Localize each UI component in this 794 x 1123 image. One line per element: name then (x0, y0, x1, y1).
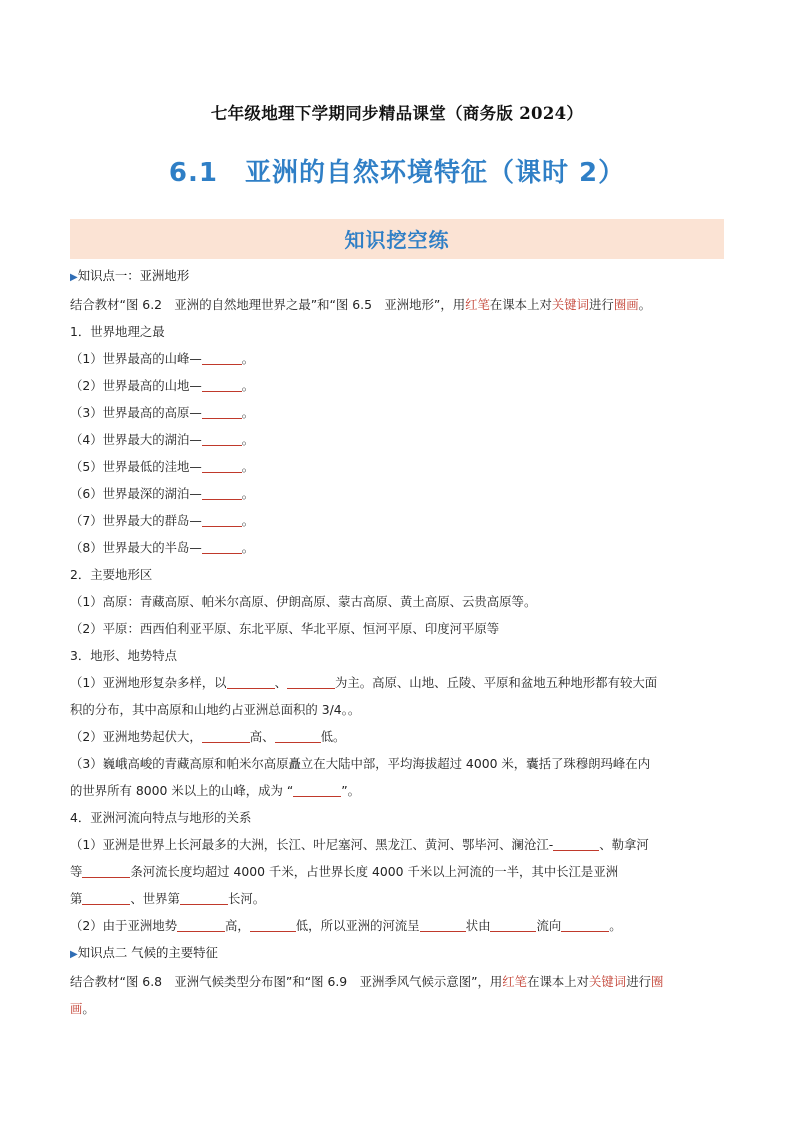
subsection-title: 1．世界地理之最 (70, 324, 165, 339)
knowledge-point-2-intro-cont: 画。 (70, 1001, 95, 1016)
fill-blank[interactable] (177, 916, 225, 932)
knowledge-point-1-intro: 结合教材“图 6.2 亚洲的自然地理世界之最”和“图 6.5 亚洲地形”，用红笔在课本上对关键词进行圈画。 (70, 297, 651, 312)
knowledge-point-2-intro: 结合教材“图 6.8 亚洲气候类型分布图”和“图 6.9 亚洲季风气候示意图”，用红笔在课本上对关键词进行圈 (70, 974, 664, 989)
list-item: （3）世界最高的高原— 。 (70, 405, 255, 420)
fill-blank[interactable] (287, 673, 335, 689)
subsection-title: 4．亚洲河流向特点与地形的关系 (70, 810, 252, 825)
fill-blank[interactable] (561, 916, 609, 932)
fill-blank[interactable] (202, 484, 242, 500)
fill-blank[interactable] (275, 727, 321, 743)
paragraph-line: 积的分布，其中高原和山地约占亚洲总面积的 3/4。。 (70, 702, 361, 717)
list-item: （4）世界最大的湖泊— 。 (70, 432, 255, 447)
course-subtitle: 七年级地理下学期同步精品课堂（商务版 2024） (210, 104, 584, 123)
plain-list: （2）平原：西西伯利亚平原、东北平原、华北平原、恒河平原、印度河平原等 (70, 621, 500, 636)
knowledge-point-1-heading: ▶知识点一：亚洲地形 (70, 268, 190, 283)
paragraph-line: （2）由于亚洲地势 高， 低，所以亚洲的河流呈 状由 流向 。 (70, 918, 622, 933)
plateau-list: （1）高原：青藏高原、帕米尔高原、伊朗高原、蒙古高原、黄土高原、云贵高原等。 (70, 594, 537, 609)
fill-blank[interactable] (202, 727, 250, 743)
paragraph-line: （1）亚洲地形复杂多样，以 、 为主。高原、山地、丘陵、平原和盆地五种地形都有较大面 (70, 675, 658, 690)
fill-blank[interactable] (553, 835, 599, 851)
worksheet-body (70, 262, 730, 1022)
fill-blank[interactable] (202, 349, 242, 365)
fill-blank[interactable] (250, 916, 296, 932)
fill-blank[interactable] (202, 538, 242, 554)
paragraph-line: （1）亚洲是世界上长河最多的大洲，长江、叶尼塞河、黑龙江、黄河、鄂毕河、澜沧江- 、勒拿河 (70, 837, 649, 852)
knowledge-point-2-heading: ▶知识点二 气候的主要特征 (70, 945, 218, 960)
fill-blank[interactable] (180, 889, 228, 905)
paragraph-line: 等 条河流长度均超过 4000 千米，占世界长度 4000 千米以上河流的一半，其中长江是亚洲 (70, 864, 619, 879)
subsection-title: 3．地形、地势特点 (70, 648, 178, 663)
triangle-bullet-icon: ▶ (70, 272, 78, 283)
list-item: （5）世界最低的洼地— 。 (70, 459, 255, 474)
fill-blank[interactable] (82, 889, 130, 905)
paragraph-line: （2）亚洲地势起伏大， 高、 低。 (70, 729, 346, 744)
list-item: （1）世界最高的山峰— 。 (70, 351, 255, 366)
fill-blank[interactable] (202, 376, 242, 392)
fill-blank[interactable] (82, 862, 130, 878)
fill-blank[interactable] (202, 403, 242, 419)
paragraph-line: 第 、世界第 长河。 (70, 891, 266, 906)
triangle-bullet-icon: ▶ (70, 949, 78, 960)
section-banner: 知识挖空练 (70, 219, 724, 259)
fill-blank[interactable] (227, 673, 275, 689)
fill-blank[interactable] (490, 916, 536, 932)
fill-blank[interactable] (202, 430, 242, 446)
list-item: （7）世界最大的群岛— 。 (70, 513, 255, 528)
paragraph-line: 的世界所有 8000 米以上的山峰，成为 “ ”。 (70, 783, 361, 798)
subsection-title: 2．主要地形区 (70, 567, 153, 582)
list-item: （2）世界最高的山地— 。 (70, 378, 255, 393)
fill-blank[interactable] (202, 457, 242, 473)
lesson-title: 6.1 亚洲的自然环境特征（课时 2） (168, 158, 626, 188)
fill-blank[interactable] (202, 511, 242, 527)
list-item: （6）世界最深的湖泊— 。 (70, 486, 255, 501)
fill-blank[interactable] (420, 916, 466, 932)
paragraph-line: （3）巍峨高峻的青藏高原和帕米尔高原矗立在大陆中部，平均海拔超过 4000 米，囊括了珠穆朗玛峰在内 (70, 756, 651, 771)
fill-blank[interactable] (293, 781, 341, 797)
list-item: （8）世界最大的半岛— 。 (70, 540, 255, 555)
